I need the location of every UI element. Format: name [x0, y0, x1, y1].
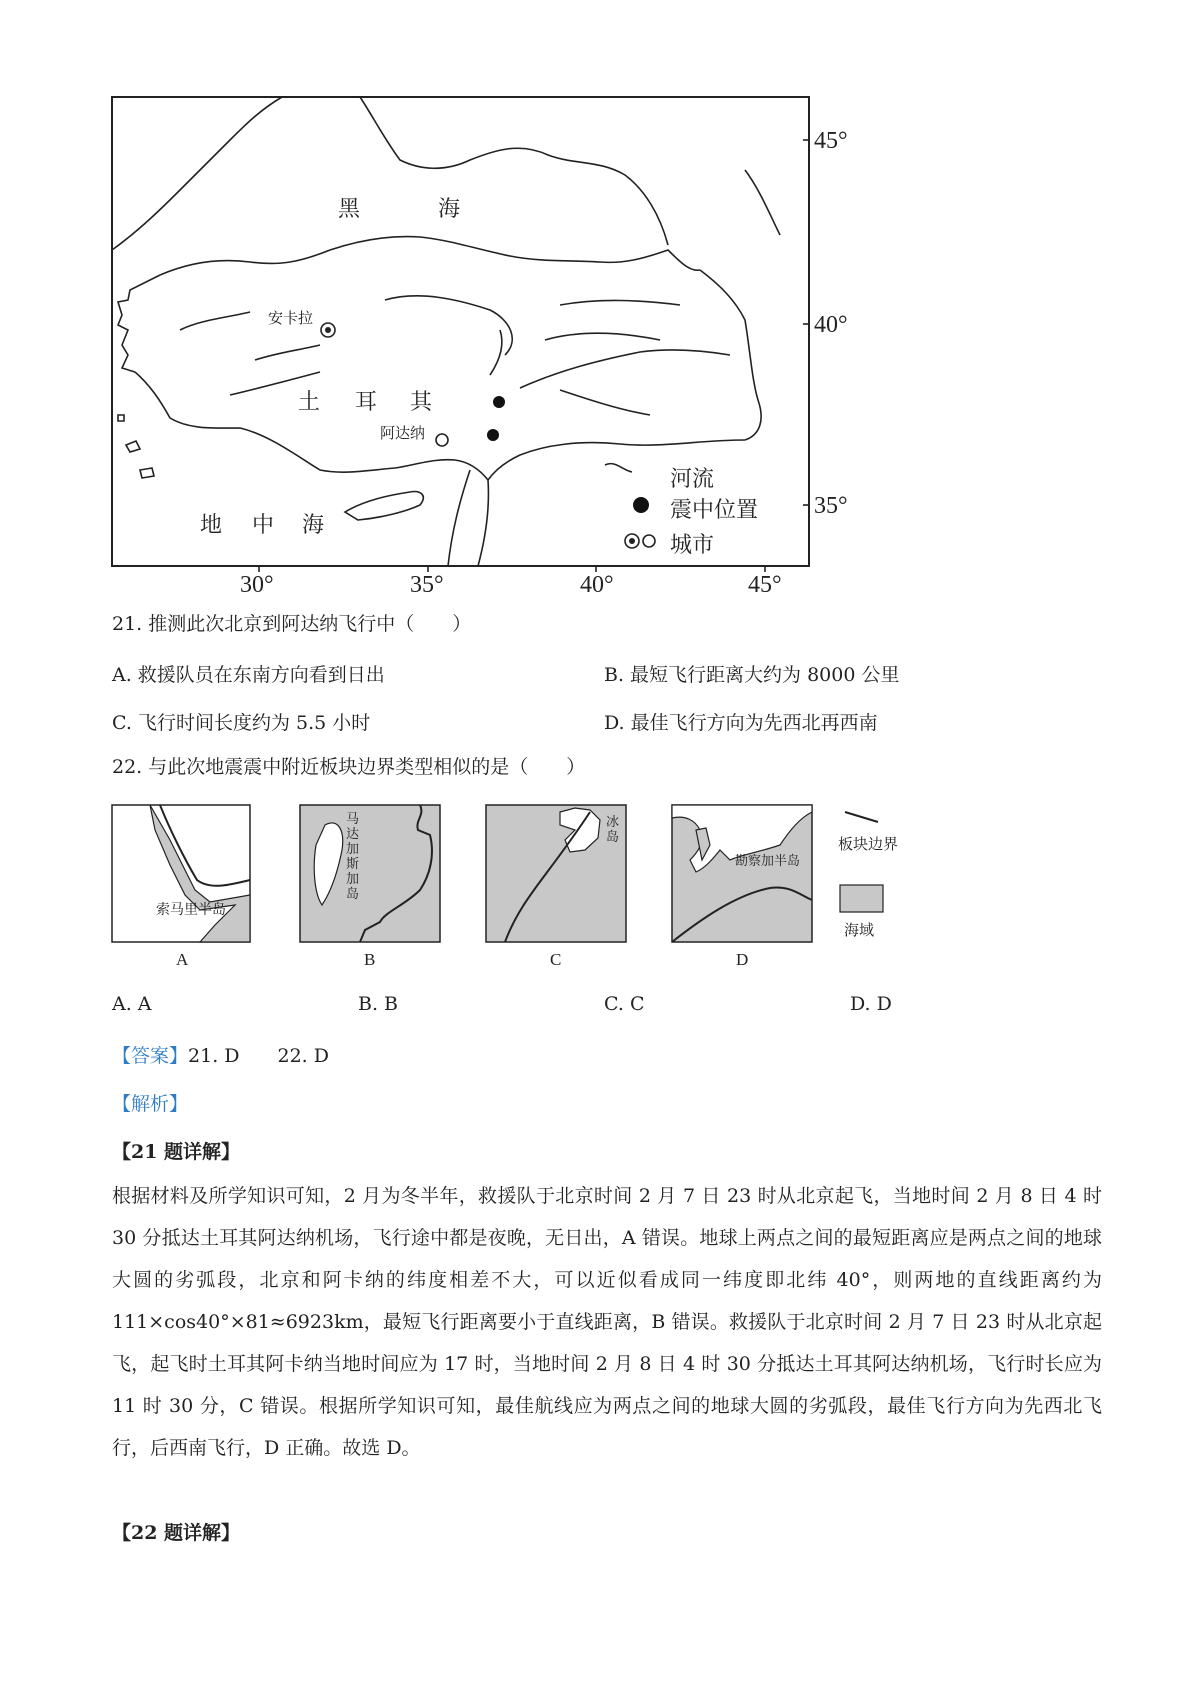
q21-option-c: C. 飞行时间长度约为 5.5 小时	[112, 712, 371, 734]
adana-label: 阿达纳	[380, 424, 426, 442]
q22-option-b: B. B	[358, 993, 399, 1015]
turkey-char-3: 其	[410, 390, 433, 415]
q22-option-a: A. A	[112, 993, 152, 1015]
med-sea-char-2: 中	[252, 513, 275, 538]
lat-tick-45: 45°	[814, 128, 848, 154]
detail22-heading: 【22 题详解】	[112, 1522, 241, 1544]
turkey-map	[0, 0, 1200, 600]
answer-text: 21. D 22. D	[188, 1045, 329, 1067]
q21-option-a: A. 救援队员在东南方向看到日出	[112, 664, 385, 686]
panel-d-label: 勘察加半岛	[735, 854, 801, 869]
q22-panels	[0, 800, 1200, 950]
panel-b-label: 马达加斯加岛	[346, 812, 360, 902]
legend-epicenter-label: 震中位置	[670, 498, 759, 523]
black-sea-char-1: 黑	[338, 197, 361, 222]
detail21-heading: 【21 题详解】	[112, 1141, 241, 1163]
turkey-char-2: 耳	[355, 390, 378, 415]
lon-tick-30: 30°	[240, 572, 274, 598]
panel-a-label: 索马里半岛	[156, 902, 226, 918]
q21-option-b: B. 最短飞行距离大约为 8000 公里	[604, 664, 900, 686]
q22-option-c: C. C	[604, 993, 645, 1015]
analysis-label: 【解析】	[112, 1093, 189, 1115]
q22-stem: 22. 与此次地震震中附近板块边界类型相似的是（ ）	[112, 756, 586, 778]
turkey-char-1: 土	[298, 390, 321, 415]
panel-c-label: 冰岛	[606, 815, 620, 845]
med-sea-char-1: 地	[200, 513, 223, 538]
panel-d-caption: D	[736, 950, 749, 969]
lat-tick-40: 40°	[814, 312, 848, 338]
black-sea-char-2: 海	[438, 197, 461, 222]
q22-option-d: D. D	[850, 993, 892, 1015]
lon-tick-35: 35°	[410, 572, 444, 598]
legend-sea-label: 海域	[844, 921, 875, 939]
ankara-label: 安卡拉	[268, 309, 314, 327]
q21-option-d: D. 最佳飞行方向为先西北再西南	[604, 712, 878, 734]
q21-stem: 21. 推测此次北京到阿达纳飞行中（ ）	[112, 613, 472, 635]
panel-b-caption: B	[364, 950, 376, 969]
panel-a-caption: A	[176, 950, 189, 969]
lat-tick-35: 35°	[814, 493, 848, 519]
panel-c-caption: C	[550, 950, 562, 969]
answer-label: 【答案】	[112, 1045, 189, 1067]
legend-river-label: 河流	[670, 467, 715, 492]
adana-city-marker	[436, 434, 448, 446]
lon-tick-45: 45°	[748, 572, 782, 598]
legend-boundary-label: 板块边界	[838, 835, 899, 853]
epicenter-2	[487, 429, 499, 441]
epicenter-1	[493, 396, 505, 408]
legend-city-label: 城市	[670, 533, 715, 558]
lon-tick-40: 40°	[580, 572, 614, 598]
med-sea-char-3: 海	[302, 513, 325, 538]
detail21-text: 根据材料及所学知识可知，2 月为冬半年，救援队于北京时间 2 月 7 日 23 时从北京起飞，当地时间 2 月 8 日 4 时 30 分抵达土耳其阿达纳机场，飞行途中都是夜晚，无日出，A 错误。地球上两点之间的最短距离应是两点之间的地球大圆的劣弧段，北京和阿卡纳的纬度相差不大，可以近似看成同一纬度即北纬 40°，则两地的直线距离约为 111×cos40°×81≈6923km，最短飞行距离要小于直线距离，B 错误。救援队于北京时间 2 月 7 日 23 时从北京起飞，起飞时土耳其阿卡纳当地时间应为 17 时，当地时间 2 月 8 日 4 时 30 分抵达土耳其阿达纳机场，飞行时长应为 11 时 30 分，C 错误。根据所学知识可知，最佳航线应为两点之间的地球大圆的劣弧段，最佳飞行方向为先西北飞行，后西南飞行，D 正确。故选 D。	[112, 1185, 1102, 1459]
